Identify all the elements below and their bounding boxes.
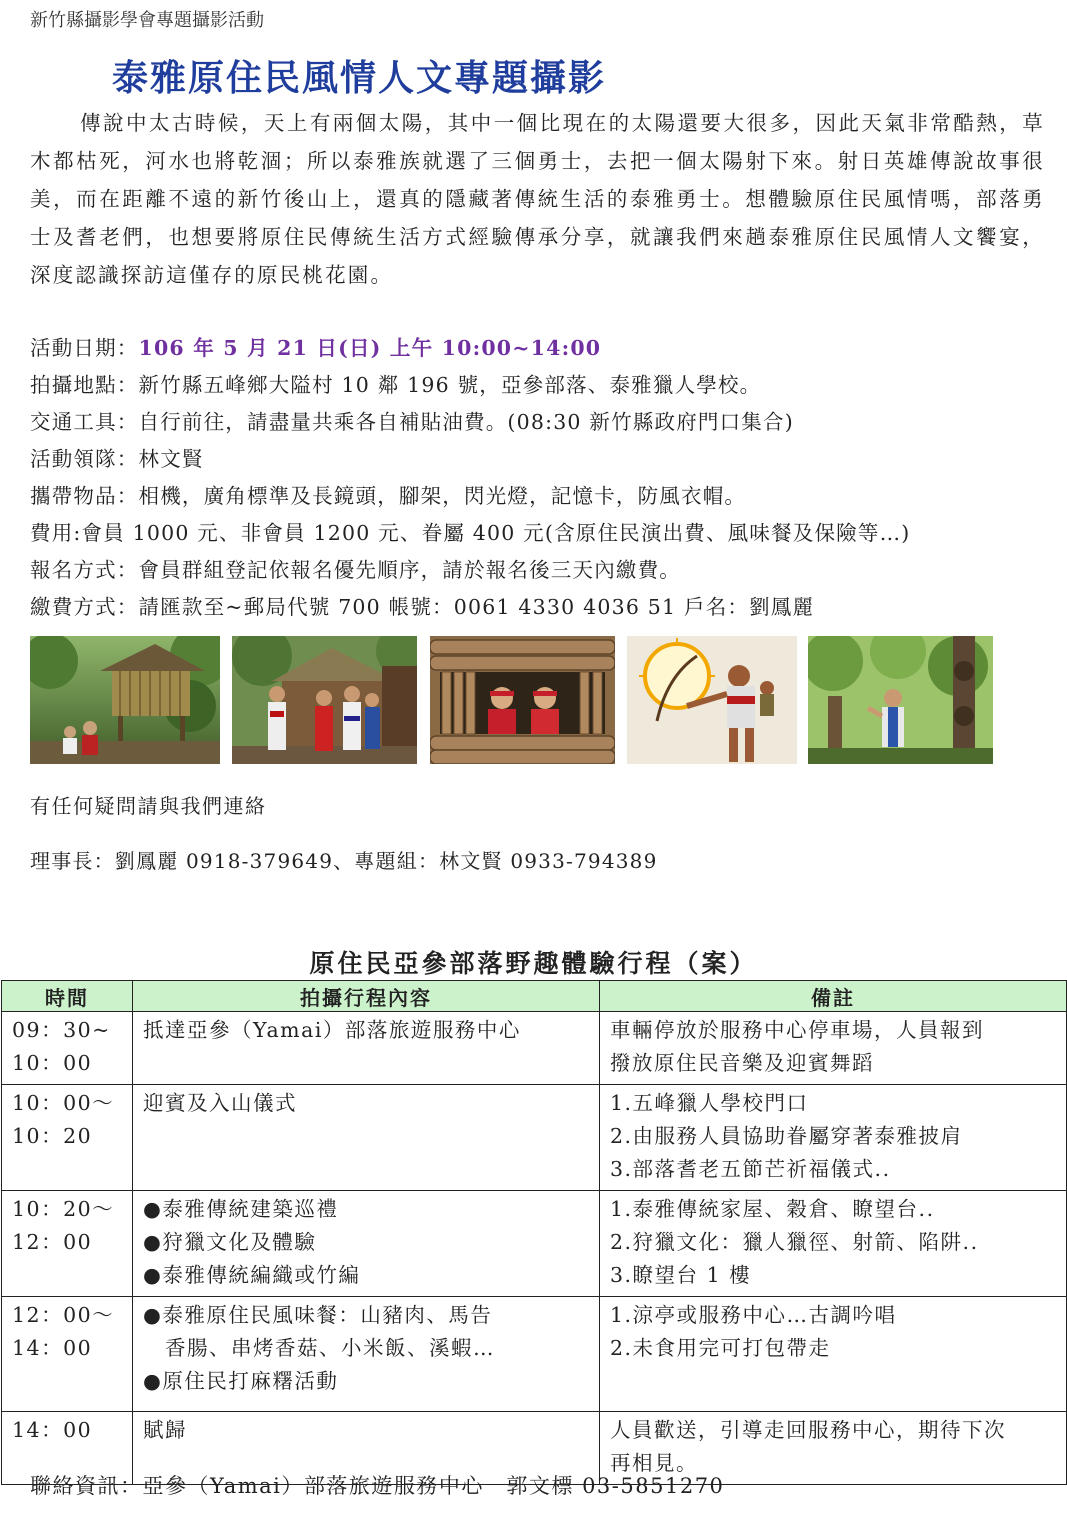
header-content: 拍攝行程內容 <box>133 981 600 1012</box>
content-line: ●狩獵文化及體驗 <box>143 1230 317 1254</box>
photo-bamboo-hut-icon <box>30 636 220 764</box>
note-line: 3.瞭望台 1 樓 <box>610 1263 752 1287</box>
photo-log-house-window-icon <box>430 636 615 764</box>
row-note <box>600 1297 1067 1412</box>
table-row <box>2 1297 1067 1412</box>
note-line: 撥放原住民音樂及迎賓舞蹈 <box>610 1051 874 1075</box>
photo-elders-by-hut-icon <box>232 636 417 764</box>
time-line: 10：20 <box>12 1124 93 1148</box>
event-items: 攜帶物品：相機，廣角標準及長鏡頭，腳架，閃光燈，記憶卡，防風衣帽。 <box>30 484 747 508</box>
row-time <box>2 1191 133 1297</box>
contact-people: 理事長：劉鳳麗 0918-379649、專題組：林文賢 0933-794389 <box>30 849 658 873</box>
header-time: 時間 <box>2 981 133 1012</box>
footer-contact: 聯絡資訊：亞參（Yamai）部落旅遊服務中心 郭文標 03-5851270 <box>30 1474 725 1498</box>
intro-text: 傳說中太古時候，天上有兩個太陽，其中一個比現在的太陽還要大很多，因此天氣非常酷熱，草木都枯死，河水也將乾涸；所以泰雅族就選了三個勇士，去把一個太陽射下來。射日英雄傳說故事很美，而在距離不遠的新竹後山上，還真的隱藏著傳統生活的泰雅勇士。想體驗原住民風情嗎，部落勇士及耆老們，也想要將原住民傳統生活方式經驗傳承分享，就讓我們來趟泰雅原住民風情人文饗宴，深度認識探訪這僅存的原民桃花園。 <box>30 111 1045 287</box>
intro-paragraph <box>30 104 1045 294</box>
note-line: 1.泰雅傳統家屋、穀倉、瞭望台.. <box>610 1197 935 1221</box>
content-line: 抵達亞參（Yamai）部落旅遊服務中心 <box>143 1018 521 1042</box>
note-line: 1.涼亭或服務中心…古調吟唱 <box>610 1303 897 1327</box>
note-line: 1.五峰獵人學校門口 <box>610 1091 809 1115</box>
row-content <box>133 1297 600 1412</box>
table-row <box>2 1012 1067 1085</box>
note-line: 2.由服務人員協助眷屬穿著泰雅披肩 <box>610 1124 963 1148</box>
note-line: 2.未食用完可打包帶走 <box>610 1336 831 1360</box>
row-time <box>2 1297 133 1412</box>
content-line: ●泰雅傳統建築巡禮 <box>143 1197 339 1221</box>
event-details <box>30 330 1050 626</box>
time-line: 14：00 <box>12 1418 93 1442</box>
organizer-label: 新竹縣攝影學會專題攝影活動 <box>30 10 264 31</box>
event-date-label: 活動日期： <box>30 336 139 360</box>
row-content <box>133 1085 600 1191</box>
schedule-title: 原住民亞參部落野趣體驗行程（案） <box>309 949 758 978</box>
content-line: 香腸、串烤香菇、小米飯、溪蝦… <box>143 1336 495 1360</box>
photo-forest-guide-icon <box>808 636 993 764</box>
contact-prompt: 有任何疑問請與我們連絡 <box>30 794 267 818</box>
time-line: 12：00 <box>12 1230 93 1254</box>
content-line: ●原住民打麻糬活動 <box>143 1369 339 1393</box>
row-content <box>133 1191 600 1297</box>
note-line: 2.狩獵文化：獵人獵徑、射箭、陷阱.. <box>610 1230 979 1254</box>
row-note <box>600 1191 1067 1297</box>
event-payment: 繳費方式：請匯款至~郵局代號 700 帳號：0061 4330 4036 51 戶名：劉鳳麗 <box>30 595 815 619</box>
content-line: ●泰雅傳統編織或竹編 <box>143 1263 361 1287</box>
content-line: 迎賓及入山儀式 <box>143 1091 297 1115</box>
note-line: 車輛停放於服務中心停車場，人員報到 <box>610 1018 984 1042</box>
row-time <box>2 1012 133 1085</box>
page-title: 泰雅原住民風情人文專題攝影 <box>112 58 607 99</box>
event-registration: 報名方式：會員群組登記依報名優先順序，請於報名後三天內繳費。 <box>30 558 681 582</box>
time-line: 10：00～ <box>12 1091 115 1115</box>
event-date-value: 106 年 5 月 21 日(日) 上午 10:00~14:00 <box>138 336 602 360</box>
time-line: 10：20～ <box>12 1197 115 1221</box>
time-line: 14：00 <box>12 1336 93 1360</box>
table-row <box>2 1085 1067 1191</box>
note-line: 人員歡送，引導走回服務中心，期待下次 <box>610 1418 1006 1442</box>
time-line: 12：00～ <box>12 1303 115 1327</box>
table-row <box>2 1191 1067 1297</box>
note-line: 再相見。 <box>610 1451 698 1475</box>
row-note <box>600 1012 1067 1085</box>
event-leader: 活動領隊：林文賢 <box>30 447 204 471</box>
photo-sun-archer-mural-icon <box>627 636 797 764</box>
header-note: 備註 <box>600 981 1067 1012</box>
content-line: ●泰雅原住民風味餐：山豬肉、馬告 <box>143 1303 493 1327</box>
row-note <box>600 1085 1067 1191</box>
event-transport: 交通工具：自行前往，請盡量共乘各自補貼油費。(08:30 新竹縣政府門口集合) <box>30 410 794 434</box>
schedule-header-row <box>2 981 1067 1012</box>
time-line: 10：00 <box>12 1051 93 1075</box>
schedule-table <box>1 980 1067 1485</box>
row-content <box>133 1012 600 1085</box>
note-line: 3.部落耆老五節芒祈福儀式.. <box>610 1157 891 1181</box>
row-time <box>2 1085 133 1191</box>
content-line: 賦歸 <box>143 1418 187 1442</box>
event-date-line <box>30 330 1050 367</box>
event-fee: 費用:會員 1000 元、非會員 1200 元、眷屬 400 元(含原住民演出費、風味餐及保險等…) <box>30 521 911 545</box>
time-line: 09：30~ <box>12 1018 111 1042</box>
event-location: 拍攝地點：新竹縣五峰鄉大隘村 10 鄰 196 號，亞參部落、泰雅獵人學校。 <box>30 373 762 397</box>
photo-strip <box>30 636 995 766</box>
